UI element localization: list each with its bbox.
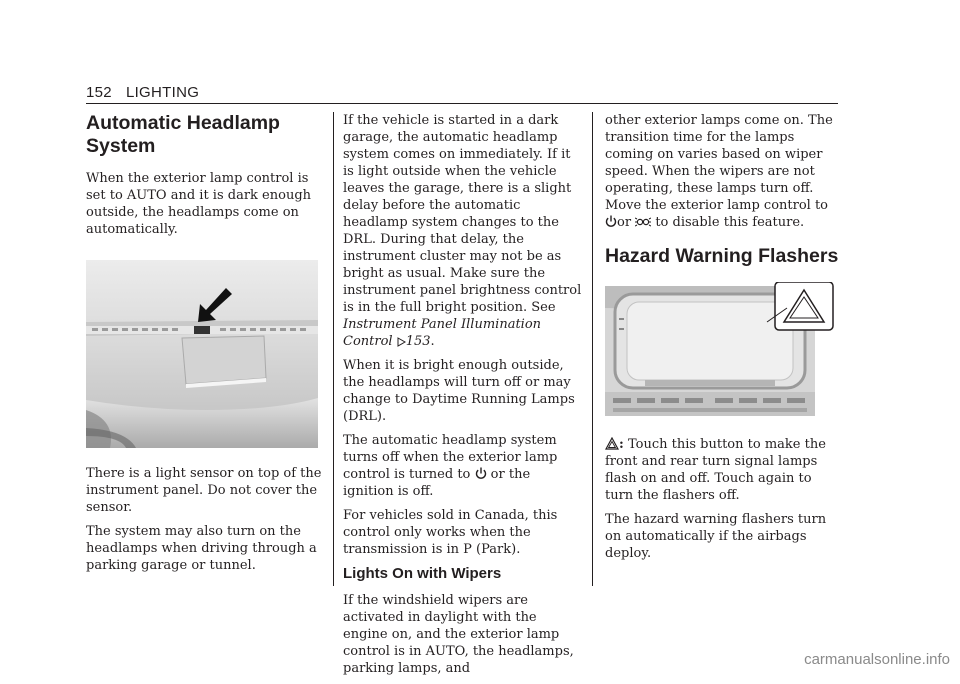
column-divider [333,112,334,586]
paragraph: If the vehicle is started in a dark garage, the automatic headlamp system comes on immediately. If it is light outside when the vehicle leaves the garage, there is a slight delay before the automatic headlamp system changes to the DRL. During that delay, the instrument cluster may not be as bright as usual. Make sure the instrument panel brightness control is in the full bright position. See Instrument Panel Illumination Control 153. [343,113,582,349]
page-number: 152 [86,84,112,101]
column-divider [592,112,593,586]
paragraph: other exterior lamps come on. The transition time for the lamps coming on varies based on wiper speed. When the wipers are not operating, these lamps turn off. Move the exterior lamp control to or to disable this feature. [605,113,833,230]
paragraph: For vehicles sold in Canada, this control only works when the transmission is in P (Park). [343,508,558,557]
page-reference-icon [397,337,406,347]
light-sensor-figure [86,260,318,448]
power-off-icon [475,467,487,480]
paragraph: There is a light sensor on top of the instrument panel. Do not cover the sensor. [86,466,322,515]
heading-hazard-warning-flashers: Hazard Warning Flashers [605,245,839,267]
section-title: LIGHTING [125,84,200,101]
page-header [86,84,199,101]
paragraph: When the exterior lamp control is set to AUTO and it is dark enough outside, the headlamps come on automatically. [86,171,312,237]
hazard-button-figure [605,282,837,416]
subheading-lights-on-with-wipers: Lights On with Wipers [343,565,502,582]
paragraph: When it is bright enough outside, the headlamps will turn off or may change to Daytime Running Lamps (DRL). [343,358,575,424]
sensor [194,326,210,334]
paragraph: : Touch this button to make the front and rear turn signal lamps flash on and off. Touch again to turn the flashers off. [605,437,826,503]
paragraph: The automatic headlamp system turns off when the exterior lamp control is turned to or the ignition is off. [343,433,558,499]
paragraph: If the windshield wipers are activated in daylight with the engine on, and the exterior lamp control is in AUTO, the headlamps, parking lamps, and [343,593,574,676]
parking-lamps-icon [635,216,651,228]
page-reference[interactable]: 153 [405,334,431,349]
hazard-warning-icon [605,437,619,450]
column-3 [605,112,841,569]
column-1 [86,112,322,581]
header-rule [86,103,838,104]
watermark: carmanualsonline.info [804,651,950,668]
heading-automatic-headlamp: Automatic Headlamp System [86,112,280,157]
paragraph: The system may also turn on the headlamps when driving through a parking garage or tunnel. [86,524,317,573]
column-2 [343,112,583,684]
power-off-icon [605,215,617,228]
cross-reference[interactable]: Instrument Panel Illumination Control [343,317,542,349]
paragraph: The hazard warning flashers turn on automatically if the airbags deploy. [605,512,827,561]
